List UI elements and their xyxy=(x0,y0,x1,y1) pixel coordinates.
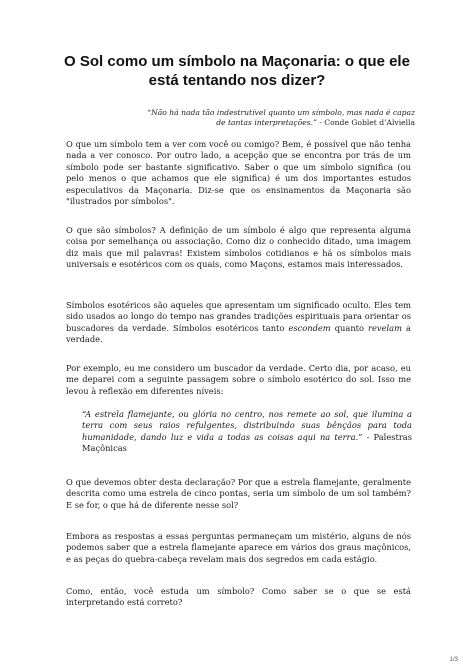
quote-source: - Palestras Maçônicas xyxy=(82,431,413,454)
paragraph-6: Embora as respostas a essas perguntas permaneçam um mistério, alguns de nós podemos saber que a estrela flamejante aparece em vários dos graus maçônicos, e as peças do quebra-cabeça revelam mais dos segredos em cada estágio. xyxy=(66,531,411,564)
paragraph-3: Símbolos esotéricos são aqueles que apresentam um significado oculto. Eles tem sido usados ao longo do tempo nas grandes tradições espirituais para orientar os buscadores da verdade. Símbolos esotéricos tanto escondem quanto revelam a verdade. xyxy=(66,300,411,345)
page-number: 1/3 xyxy=(449,657,458,663)
paragraph-2: O que são símbolos? A definição de um símbolo é algo que representa alguma coisa por semelhança ou associação. Como diz o conhecido ditado, uma imagem diz mais que mil palavras! Existem símbolos cotidianos e há os símbolos mais universais e esotéricos com os quais, como Maçons, estamos mais interessados. xyxy=(66,225,411,270)
document-title: O Sol como um símbolo na Maçonaria: o que ele está tentando nos dizer? xyxy=(64,53,410,89)
epigraph-text: “Não há nada tão indestrutível quanto um símbolo, mas nada é capaz de tantas interpretações.” xyxy=(147,108,415,127)
epigraph xyxy=(145,108,415,128)
quote-text: “A estrela flamejante, ou glória no centro, nos remete ao sol, que ilumina a terra com seus raios refulgentes, distribuindo suas bênçãos para toda humanidade, dando luz e vida a todas as coisas aqui na terra.” xyxy=(82,409,412,442)
emphasis-escondem: escondem xyxy=(288,322,331,333)
paragraph-1: O que um símbolo tem a ver com você ou comigo? Bem, é possível que não tenha nada a ver conosco. Por outro lado, a acepção que se encontra por trás de um símbolo pode ser bastante significativo. Saber o que um símbolo significa (ou pelo menos o que achamos que ele significa) é um dos importantes estudos especulativos da Maçonaria. Diz-se que os ensinamentos da Maçonaria são "ilustrados por símbolos". xyxy=(66,139,411,207)
emphasis-revelam: revelam xyxy=(368,322,402,333)
paragraph-5: O que devemos obter desta declaração? Por que a estrela flamejante, geralmente descrita como uma estrela de cinco pontas, seria um símbolo de um sol também? E se for, o que há de diferente nesse sol? xyxy=(66,477,411,510)
epigraph-author: - Conde Goblet d’Alviella xyxy=(316,118,415,127)
paragraph-4: Por exemplo, eu me considero um buscador da verdade. Certo dia, por acaso, eu me deparei com a seguinte passagem sobre o símbolo esotérico do sol. Isso me levou à reflexão em diferentes níveis: xyxy=(66,363,411,396)
paragraph-7: Como, então, você estuda um símbolo? Como saber se o que se está interpretando está correto? xyxy=(66,586,411,608)
block-quote xyxy=(82,409,412,455)
